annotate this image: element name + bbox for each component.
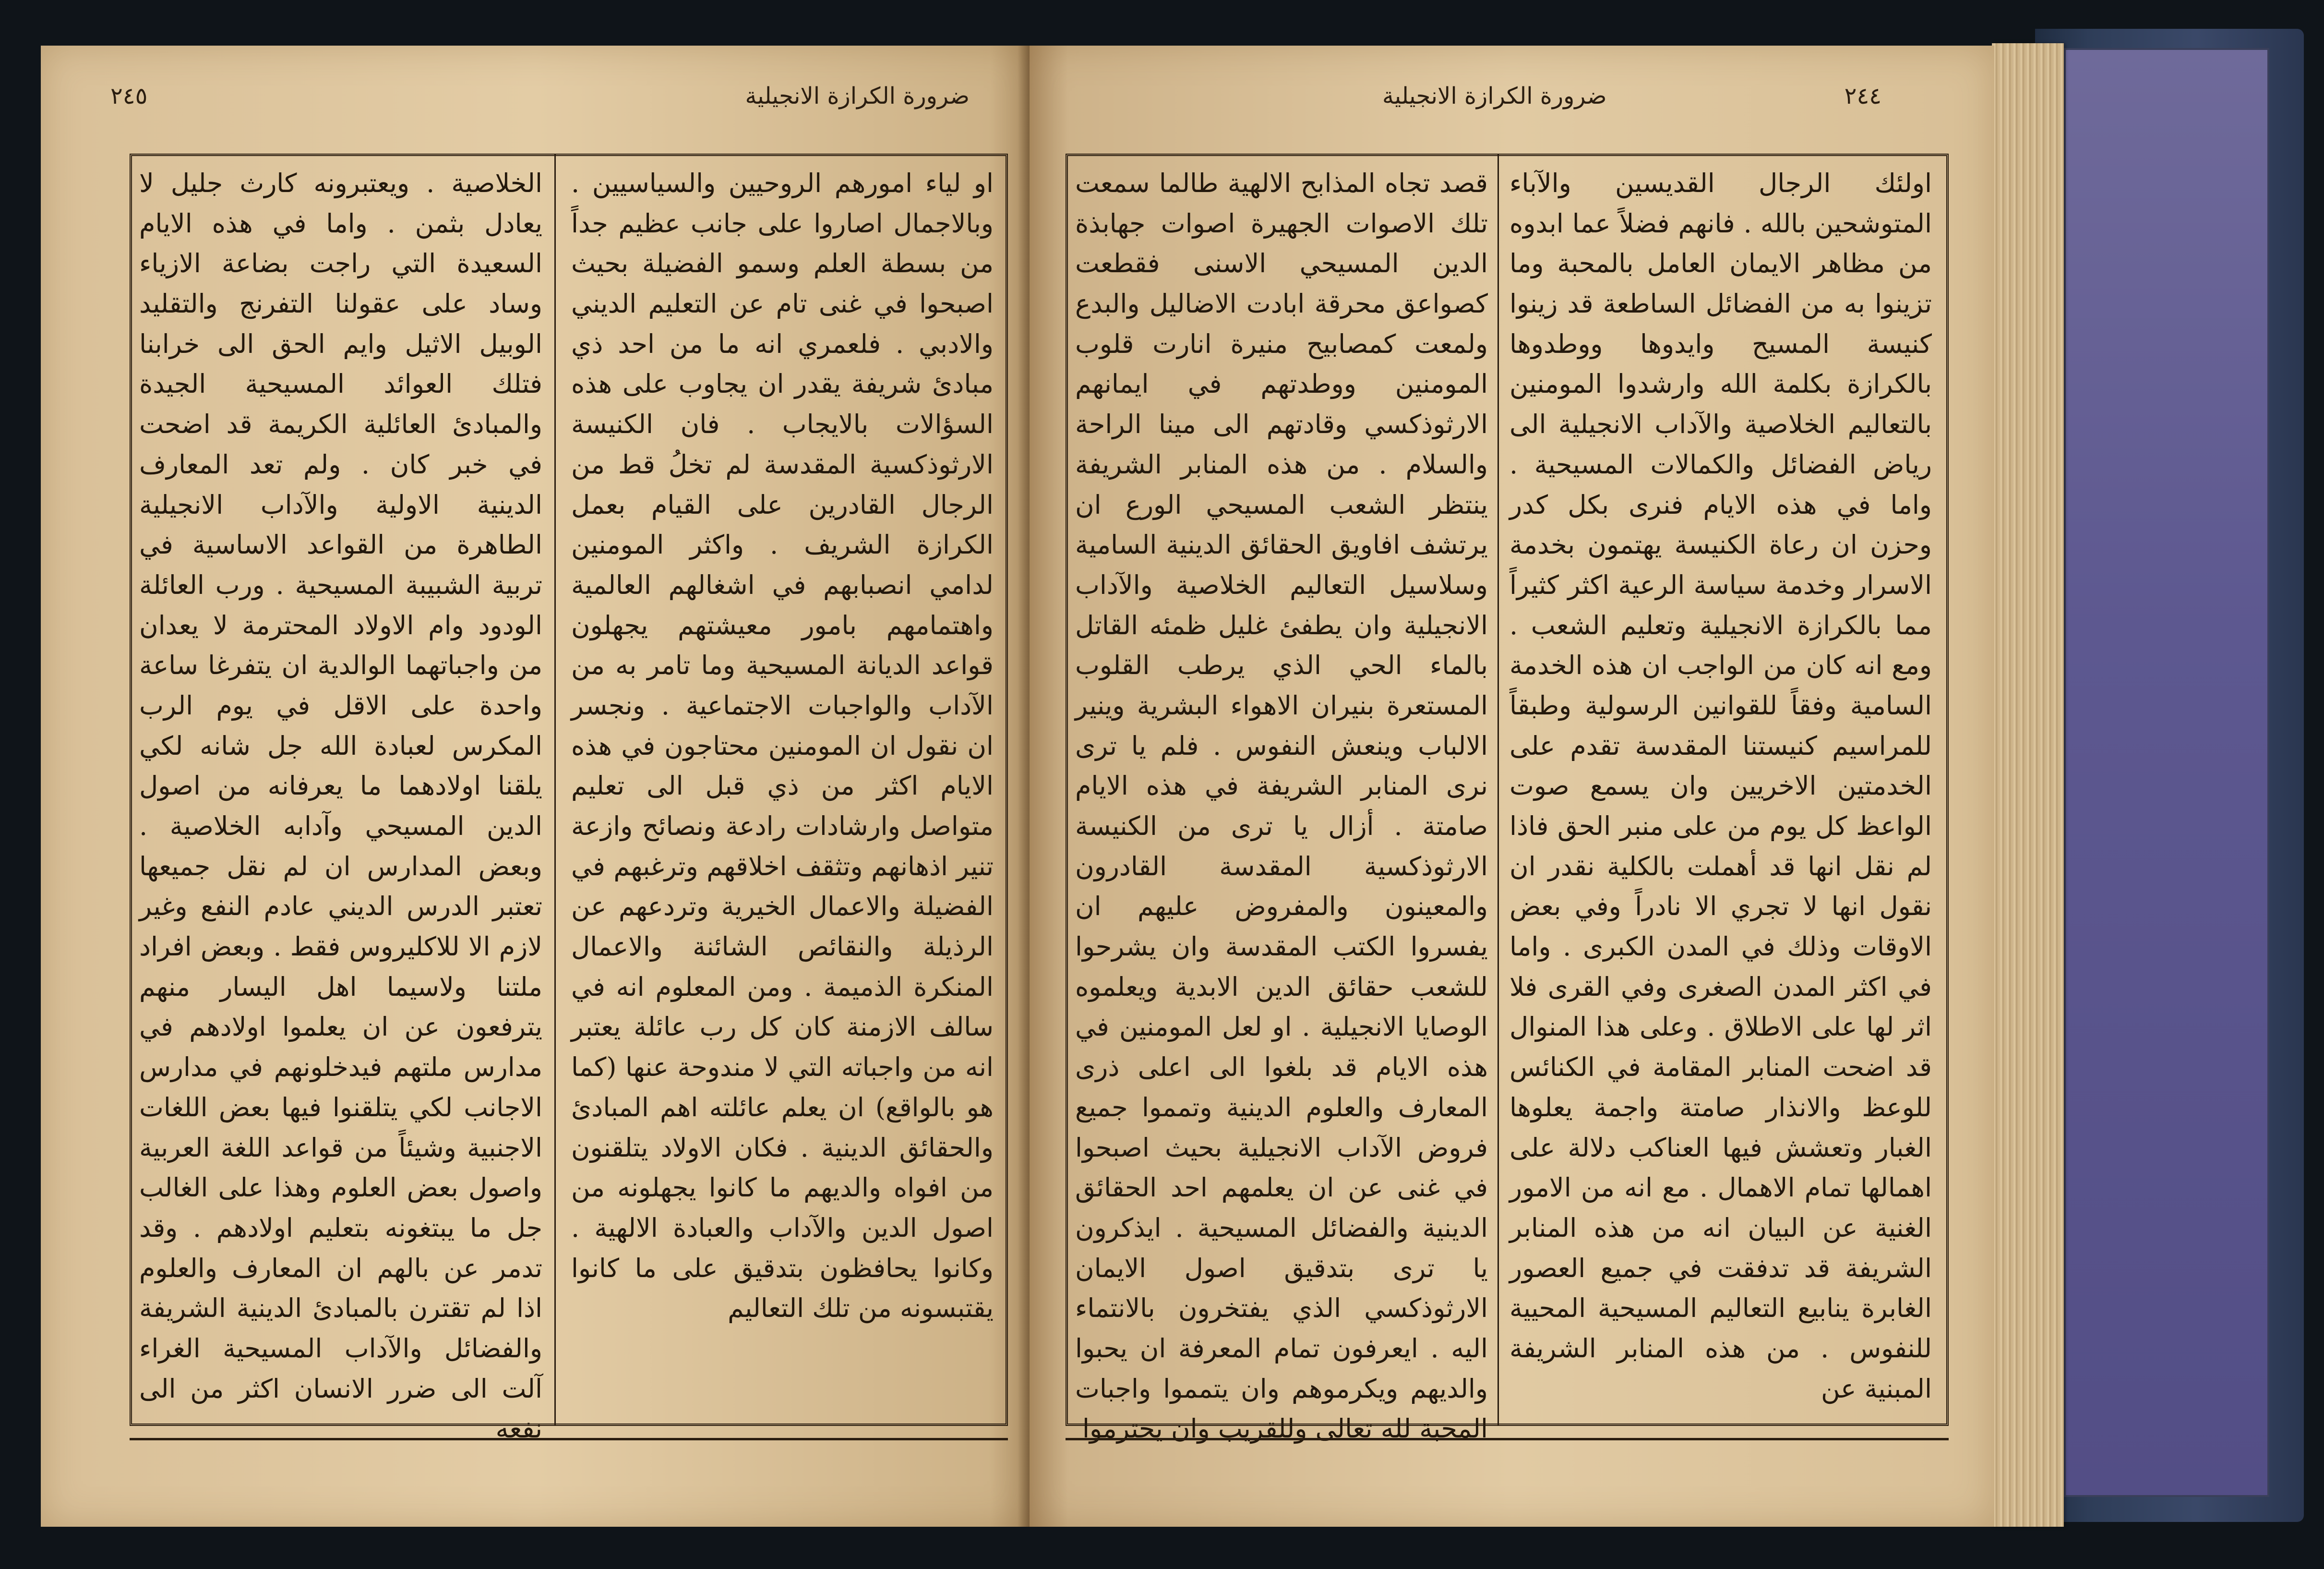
right-page-header (1382, 70, 1881, 122)
left-page-header-title: ضرورة الكرازة الانجيلية (745, 83, 970, 109)
book-cover-inner (2064, 48, 2269, 1497)
page-edges (1992, 43, 2064, 1527)
left-page-column-left: الخلاصية . ويعتبرونه كارث جليل لا يعادل بثمن . واما في هذه الايام السعيدة التي راجت بضاعة الازياء وساد على عقولنا التفرنج والتقليد الوبيل الاثيل وايم الحق الى خرابنا فتلك العوائد المسيحية الجيدة والمبادئ العائلية الكريمة قد اضحت في خبر كان . ولم تعد المعارف الدينية الاولية والآداب الانجيلية الطاهرة من القواعد الاساسية في تربية الشبيبة المسيحية . ورب العائلة الودود وام الاولاد المحترمة لا يعدان من واجباتهما الوالدية ان يتفرغا ساعة واحدة على الاقل في يوم الرب المكرس لعبادة الله جل شانه لكي يلقنا اولادهما ما يعرفانه من اصول الدين المسيحي وآدابه الخلاصية . وبعض المدارس ان لم نقل جميعها تعتبر الدرس الديني عادم النفع وغير لازم الا للاكليروس فقط . وبعض افراد ملتنا ولاسيما اهل اليسار منهم يترفعون عن ان يعلموا اولادهم في مدارس ملتهم فيدخلونهم في مدارس الاجانب لكي يتلقنوا فيها بعض اللغات الاجنبية وشيئاً من قواعد اللغة العربية واصول بعض العلوم وهذا على الغالب جل ما يبتغونه بتعليم اولادهم . وقد تدمر عن بالهم ان المعارف والعلوم اذا لم تقترن بالمبادئ الدينية الشريفة والفضائل والآداب المسيحية الغراء آلت الى ضرر الانسان اكثر من الى نفعه (139, 168, 542, 1444)
right-page-header-title: ضرورة الكرازة الانجيلية (1382, 83, 1607, 109)
left-page-header (110, 70, 970, 122)
right-page-column-left: قصد تجاه المذابح الالهية طالما سمعت تلك الاصوات الجهيرة اصوات جهابذة الدين المسيحي الاسنى فقطعت كصواعق محرقة ابادت الاضاليل والبدع ولمعت كمصابيح منيرة انارت قلوب المومنين ووطدتهم في ايمانهم الارثوذكسي وقادتهم الى مينا الراحة والسلام . من هذه المنابر الشريفة ينتظر الشعب المسيحي الورع ان يرتشف افاويق الحقائق الدينية السامية وسلاسيل التعاليم الخلاصية والآداب الانجيلية وان يطفئ غليل ظمئه القاتل بالماء الحي الذي يرطب القلوب المستعرة بنيران الاهواء البشرية وينير الالباب وينعش النفوس . فلم يا ترى نرى المنابر الشريفة في هذه الايام صامتة . أزال يا ترى من الكنيسة الارثوذكسية المقدسة القادرون والمعينون والمفروض عليهم ان يفسروا الكتب المقدسة وان يشرحوا للشعب حقائق الدين الابدية ويعلموه الوصايا الانجيلية . او لعل المومنين في هذه الايام قد بلغوا الى اعلى ذرى المعارف والعلوم الدينية وتمموا جميع فروض الآداب الانجيلية بحيث اصبحوا في غنى عن ان يعلمهم احد الحقائق الدينية والفضائل المسيحية . ايذكرون يا ترى بتدقيق اصول الايمان الارثوذكسي الذي يفتخرون بالانتماء اليه . ايعرفون تمام المعرفة ان يحبوا والديهم ويكرموهم وان يتمموا واجبات المحبة لله تعالى وللقريب وان يحترموا (1075, 168, 1488, 1444)
left-page-bottom-rule (130, 1438, 1008, 1440)
right-page-column-right: اولئك الرجال القديسين والآباء المتوشحين بالله . فانهم فضلاً عما ابدوه من مظاهر الايمان العامل بالمحبة وما تزينوا به من الفضائل الساطعة قد زينوا كنيسة المسيح وايدوها ووطدوها بالكرازة بكلمة الله وارشدوا المومنين بالتعاليم الخلاصية والآداب الانجيلية الى رياض الفضائل والكمالات المسيحية . واما في هذه الايام فنرى بكل كدر وحزن ان رعاة الكنيسة يهتمون بخدمة الاسرار وخدمة سياسة الرعية اكثر كثيراً مما بالكرازة الانجيلية وتعليم الشعب . ومع انه كان من الواجب ان هذه الخدمة السامية وفقاً للقوانين الرسولية وطبقاً للمراسيم كنيستنا المقدسة تقدم على الخدمتين الاخريين وان يسمع صوت الواعظ كل يوم من على منبر الحق فاذا لم نقل انها قد أهملت بالكلية نقدر ان نقول انها لا تجري الا نادراً وفي بعض الاوقات وذلك في المدن الكبرى . واما في اكثر المدن الصغرى وفي القرى فلا اثر لها على الاطلاق . وعلى هذا المنوال قد اضحت المنابر المقامة في الكنائس للوعظ والانذار صامتة واجمة يعلوها الغبار وتعشش فيها العناكب دلالة على اهمالها تمام الاهمال . مع انه من الامور الغنية عن البيان انه من هذه المنابر الشريفة قد تدفقت في جميع العصور الغابرة ينابيع التعاليم المسيحية المحيية للنفوس . من هذه المنابر الشريفة المبنية عن (1509, 168, 1932, 1404)
left-page-column-rule (554, 154, 556, 1426)
left-page-column-right: او لياء امورهم الروحيين والسياسيين . وبالاجمال اصاروا على جانب عظيم جداً من بسطة العلم وسمو الفضيلة بحيث اصبحوا في غنى تام عن التعليم الديني والادبي . فلعمري انه ما من احد ذي مبادئ شريفة يقدر ان يجاوب على هذه السؤالات بالايجاب . فان الكنيسة الارثوذكسية المقدسة لم تخلُ قط من الرجال القادرين على القيام بعمل الكرازة الشريف . واكثر المومنين لدامي انصبابهم في اشغالهم العالمية واهتمامهم بامور معيشتهم يجهلون قواعد الديانة المسيحية وما تامر به من الآداب والواجبات الاجتماعية . ونجسر ان نقول ان المومنين محتاجون في هذه الايام اكثر من ذي قبل الى تعليم متواصل وارشادات رادعة ونصائح وازعة تنير اذهانهم وتثقف اخلاقهم وترغبهم في الفضيلة والاعمال الخيرية وتردعهم عن الرذيلة والنقائص الشائنة والاعمال المنكرة الذميمة . ومن المعلوم انه في سالف الازمنة كان كل رب عائلة يعتبر انه من واجباته التي لا مندوحة عنها (كما هو بالواقع) ان يعلم عائلته اهم المبادئ والحقائق الدينية . فكان الاولاد يتلقنون من افواه والديهم ما كانوا يجهلونه من اصول الدين والآداب والعبادة الالهية . وكانوا يحافظون بتدقيق على ما كانوا يقتبسونه من تلك التعاليم (571, 168, 994, 1324)
right-page-bottom-rule (1066, 1438, 1949, 1440)
left-page-number: ٢٤٥ (110, 83, 148, 109)
right-page-column-rule (1497, 154, 1499, 1426)
right-page-number: ٢٤٤ (1844, 83, 1881, 109)
